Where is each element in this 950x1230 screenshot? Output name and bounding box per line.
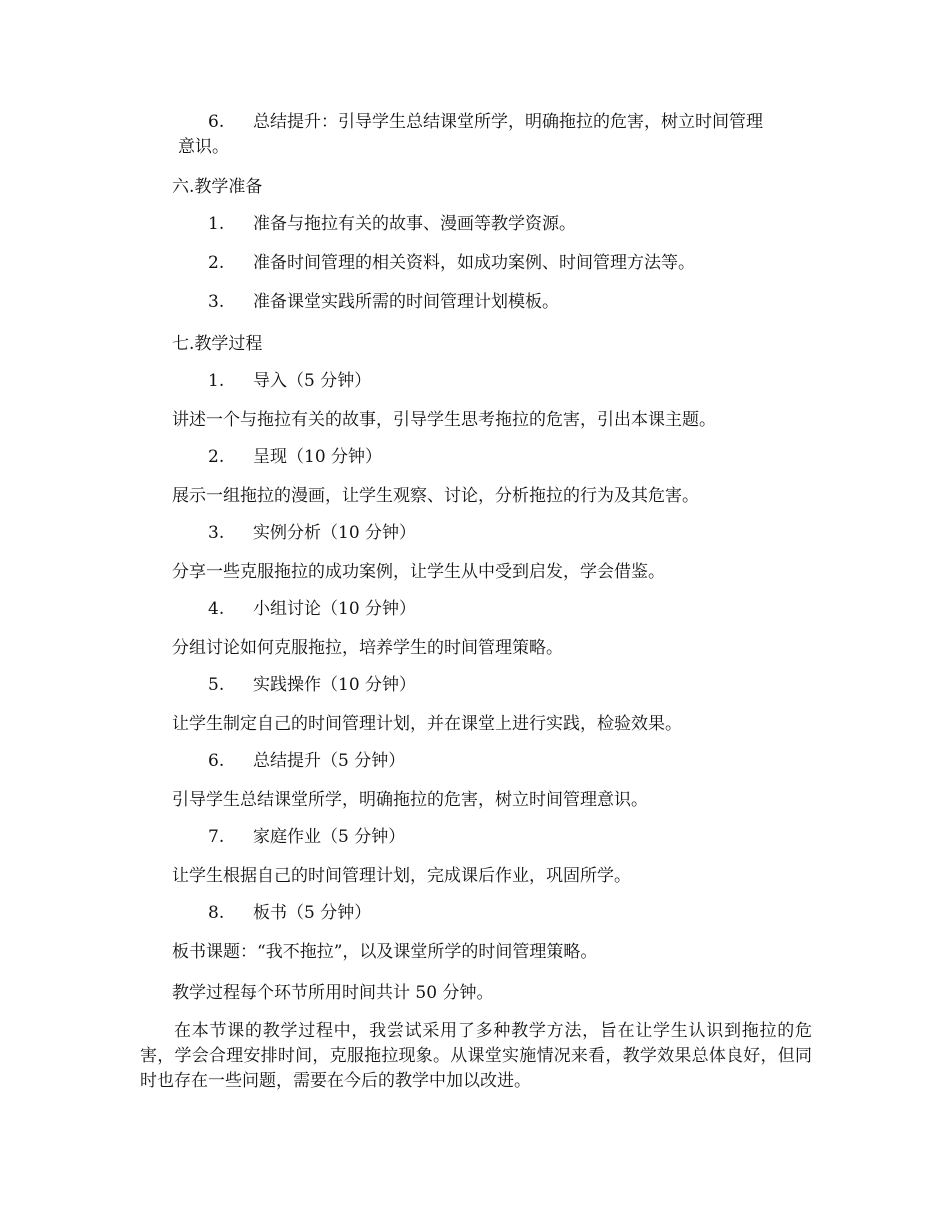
step-description: 板书课题：“我不拖拉”，以及课堂所学的时间管理策略。 <box>172 942 598 962</box>
step-number: 4. <box>208 599 225 619</box>
step-label: 呈现（10 分钟） <box>253 447 383 467</box>
list-item <box>0 213 950 235</box>
list-number: 3. <box>208 292 225 312</box>
list-text: 总结提升：引导学生总结课堂所学，明确拖拉的危害，树立时间管理 <box>253 112 763 132</box>
step-number: 5. <box>208 675 225 695</box>
step-title <box>0 446 950 468</box>
step-number: 6. <box>208 751 225 771</box>
section-heading: 七.教学过程 <box>172 334 263 354</box>
step-label: 实践操作（10 分钟） <box>253 675 417 695</box>
section-heading: 六.教学准备 <box>172 177 263 197</box>
step-title <box>0 674 950 696</box>
step-description: 分组讨论如何克服拖拉，培养学生的时间管理策略。 <box>172 638 563 658</box>
step-label: 导入（5 分钟） <box>253 371 372 391</box>
step-title <box>0 370 950 392</box>
list-number: 1. <box>208 214 225 234</box>
reflection-paragraph: 在本节课的教学过程中，我尝试采用了多种教学方法，旨在让学生认识到拖拉的危害，学会合理安排时间，克服拖拉现象。从课堂实施情况来看，教学效果总体良好，但同时也存在一些问题，需要在今后的教学中加以改进。 <box>140 1021 812 1091</box>
list-number: 6. <box>208 112 225 132</box>
step-number: 7. <box>208 827 225 847</box>
step-label: 小组讨论（10 分钟） <box>253 599 417 619</box>
step-number: 1. <box>208 371 225 391</box>
list-text: 准备与拖拉有关的故事、漫画等教学资源。 <box>253 214 576 234</box>
step-number: 3. <box>208 523 225 543</box>
step-title <box>0 598 950 620</box>
list-item <box>0 291 950 313</box>
list-text: 准备课堂实践所需的时间管理计划模板。 <box>253 292 559 312</box>
step-description: 引导学生总结课堂所学，明确拖拉的危害，树立时间管理意识。 <box>172 790 648 810</box>
step-description: 讲述一个与拖拉有关的故事，引导学生思考拖拉的危害，引出本课主题。 <box>172 410 716 430</box>
step-title <box>0 902 950 924</box>
list-item <box>0 252 950 274</box>
step-title <box>0 826 950 848</box>
total-time-note: 教学过程每个环节所用时间共计 50 分钟。 <box>172 983 494 1003</box>
step-number: 2. <box>208 447 225 467</box>
list-text-continuation: 意识。 <box>178 137 229 157</box>
step-number: 8. <box>208 903 225 923</box>
step-description: 分享一些克服拖拉的成功案例，让学生从中受到启发，学会借鉴。 <box>172 562 665 582</box>
step-description: 让学生根据自己的时间管理计划，完成课后作业，巩固所学。 <box>172 866 631 886</box>
step-description: 让学生制定自己的时间管理计划，并在课堂上进行实践，检验效果。 <box>172 714 682 734</box>
list-text: 准备时间管理的相关资料，如成功案例、时间管理方法等。 <box>253 253 695 273</box>
step-label: 家庭作业（5 分钟） <box>253 827 406 847</box>
step-label: 实例分析（10 分钟） <box>253 523 417 543</box>
step-description: 展示一组拖拉的漫画，让学生观察、讨论，分析拖拉的行为及其危害。 <box>172 486 699 506</box>
list-item <box>0 111 950 133</box>
step-title <box>0 522 950 544</box>
step-title <box>0 750 950 772</box>
list-number: 2. <box>208 253 225 273</box>
step-label: 总结提升（5 分钟） <box>253 751 406 771</box>
step-label: 板书（5 分钟） <box>253 903 372 923</box>
